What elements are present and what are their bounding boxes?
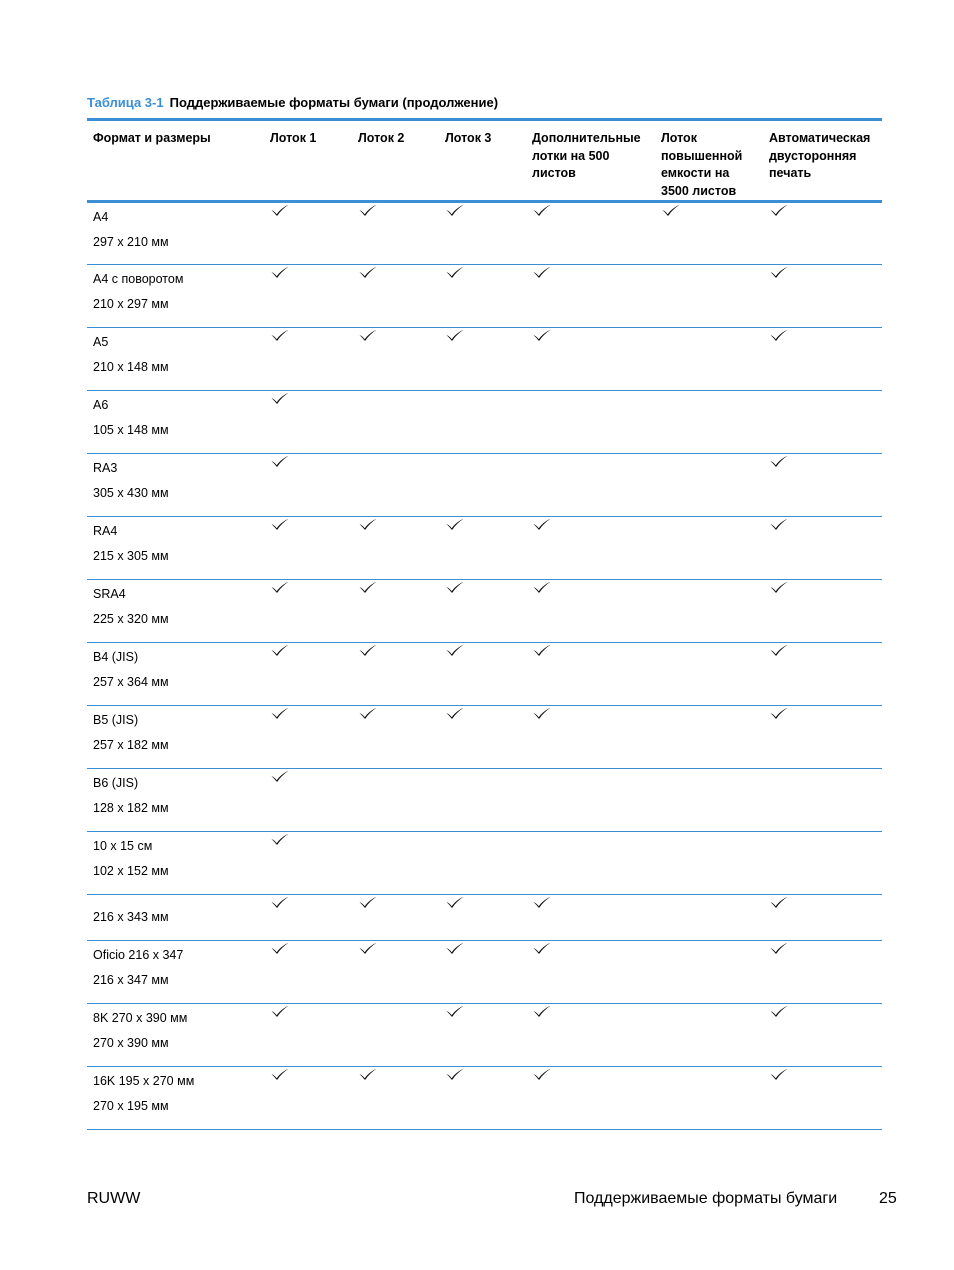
checkmark-icon [769, 580, 789, 594]
table-caption [87, 95, 498, 110]
cell-tray-2 [352, 643, 439, 706]
checkmark-icon [445, 643, 465, 657]
cell-tray-2 [352, 1067, 439, 1130]
cell-tray-2 [352, 769, 439, 832]
format-cell [87, 832, 264, 895]
format-name: B5 (JIS) [93, 713, 139, 727]
cell-tray-3 [439, 391, 526, 454]
checkmark-icon [532, 580, 552, 594]
cell-optional-trays [526, 832, 655, 895]
checkmark-icon [270, 203, 290, 217]
checkmark-icon [358, 643, 378, 657]
footer-left: RUWW [87, 1190, 141, 1207]
cell-optional-trays [526, 941, 655, 1004]
cell-tray-3 [439, 328, 526, 391]
cell-tray-3 [439, 895, 526, 941]
checkmark-icon [358, 265, 378, 279]
checkmark-icon [270, 643, 290, 657]
checkmark-icon [270, 454, 290, 468]
format-cell [87, 328, 264, 391]
format-cell [87, 202, 264, 265]
format-size: 216 x 347 мм [93, 973, 169, 987]
cell-tray-3 [439, 1067, 526, 1130]
checkmark-icon [445, 1067, 465, 1081]
format-size: 215 x 305 мм [93, 549, 169, 563]
cell-tray-3 [439, 454, 526, 517]
cell-tray-2 [352, 517, 439, 580]
format-size: 102 x 152 мм [93, 864, 169, 878]
checkmark-icon [532, 706, 552, 720]
checkmark-icon [532, 203, 552, 217]
cell-duplex [763, 391, 882, 454]
table-row [87, 769, 882, 832]
cell-tray-3 [439, 941, 526, 1004]
cell-high-capacity-tray [655, 391, 763, 454]
table-row [87, 832, 882, 895]
checkmark-icon [532, 328, 552, 342]
checkmark-icon [445, 580, 465, 594]
format-cell [87, 1067, 264, 1130]
header-tray-3: Лоток 3 [439, 120, 526, 202]
header-high-capacity-tray: Лоток повышенной емкости на 3500 листов [655, 120, 763, 202]
cell-tray-3 [439, 769, 526, 832]
cell-tray-2 [352, 454, 439, 517]
cell-high-capacity-tray [655, 832, 763, 895]
cell-high-capacity-tray [655, 643, 763, 706]
checkmark-icon [769, 203, 789, 217]
table-row [87, 941, 882, 1004]
cell-tray-1 [264, 517, 352, 580]
cell-tray-2 [352, 202, 439, 265]
checkmark-icon [532, 1004, 552, 1018]
checkmark-icon [270, 391, 290, 405]
header-format: Формат и размеры [87, 120, 264, 202]
checkmark-icon [769, 454, 789, 468]
checkmark-icon [445, 328, 465, 342]
cell-tray-1 [264, 643, 352, 706]
checkmark-icon [270, 1004, 290, 1018]
checkmark-icon [769, 265, 789, 279]
table-row [87, 454, 882, 517]
checkmark-icon [769, 895, 789, 909]
table-row [87, 328, 882, 391]
cell-high-capacity-tray [655, 265, 763, 328]
footer-section-title: Поддерживаемые форматы бумаги [574, 1190, 838, 1207]
cell-tray-3 [439, 517, 526, 580]
table-row [87, 391, 882, 454]
format-cell [87, 895, 264, 941]
checkmark-icon [661, 203, 681, 217]
cell-tray-2 [352, 832, 439, 895]
cell-duplex [763, 769, 882, 832]
cell-tray-3 [439, 643, 526, 706]
checkmark-icon [532, 517, 552, 531]
cell-duplex [763, 202, 882, 265]
table-number: Таблица 3-1 [87, 95, 164, 110]
cell-optional-trays [526, 769, 655, 832]
checkmark-icon [769, 1067, 789, 1081]
cell-tray-1 [264, 941, 352, 1004]
format-size: 216 x 343 мм [93, 910, 169, 924]
cell-tray-2 [352, 706, 439, 769]
cell-tray-1 [264, 328, 352, 391]
checkmark-icon [769, 328, 789, 342]
cell-tray-1 [264, 895, 352, 941]
checkmark-icon [358, 895, 378, 909]
format-cell [87, 580, 264, 643]
table-row [87, 643, 882, 706]
cell-duplex [763, 517, 882, 580]
cell-tray-1 [264, 454, 352, 517]
cell-tray-2 [352, 391, 439, 454]
checkmark-icon [358, 203, 378, 217]
cell-tray-1 [264, 832, 352, 895]
cell-high-capacity-tray [655, 941, 763, 1004]
cell-duplex [763, 643, 882, 706]
cell-tray-3 [439, 202, 526, 265]
checkmark-icon [270, 769, 290, 783]
checkmark-icon [769, 941, 789, 955]
paper-formats-table [87, 118, 882, 1130]
format-cell [87, 643, 264, 706]
checkmark-icon [270, 517, 290, 531]
format-size: 270 x 195 мм [93, 1099, 169, 1113]
cell-tray-1 [264, 391, 352, 454]
checkmark-icon [532, 1067, 552, 1081]
format-size: 210 x 297 мм [93, 297, 169, 311]
format-name: 8K 270 x 390 мм [93, 1011, 188, 1025]
cell-duplex [763, 265, 882, 328]
format-name: A4 [93, 210, 109, 224]
format-size: 257 x 364 мм [93, 675, 169, 689]
cell-duplex [763, 580, 882, 643]
table-row [87, 706, 882, 769]
table-row [87, 1004, 882, 1067]
cell-high-capacity-tray [655, 1004, 763, 1067]
format-name: RA4 [93, 524, 118, 538]
format-cell [87, 941, 264, 1004]
cell-tray-3 [439, 265, 526, 328]
cell-duplex [763, 1004, 882, 1067]
checkmark-icon [532, 941, 552, 955]
cell-duplex [763, 454, 882, 517]
checkmark-icon [532, 643, 552, 657]
format-cell [87, 1004, 264, 1067]
checkmark-icon [769, 706, 789, 720]
cell-tray-2 [352, 895, 439, 941]
format-size: 297 x 210 мм [93, 235, 169, 249]
checkmark-icon [445, 895, 465, 909]
cell-high-capacity-tray [655, 517, 763, 580]
cell-optional-trays [526, 265, 655, 328]
cell-high-capacity-tray [655, 895, 763, 941]
format-name: SRA4 [93, 587, 126, 601]
header-duplex: Автоматическая двусторонняя печать [763, 120, 882, 202]
checkmark-icon [270, 328, 290, 342]
format-size: 105 x 148 мм [93, 423, 169, 437]
checkmark-icon [270, 1067, 290, 1081]
checkmark-icon [358, 1067, 378, 1081]
format-name: RA3 [93, 461, 118, 475]
cell-optional-trays [526, 706, 655, 769]
format-cell [87, 517, 264, 580]
checkmark-icon [769, 643, 789, 657]
checkmark-icon [445, 941, 465, 955]
cell-optional-trays [526, 517, 655, 580]
cell-optional-trays [526, 1067, 655, 1130]
format-size: 225 x 320 мм [93, 612, 169, 626]
format-name: A4 с поворотом [93, 272, 184, 286]
cell-high-capacity-tray [655, 706, 763, 769]
format-size: 257 x 182 мм [93, 738, 169, 752]
cell-tray-3 [439, 580, 526, 643]
format-cell [87, 454, 264, 517]
checkmark-icon [532, 265, 552, 279]
cell-duplex [763, 328, 882, 391]
cell-tray-2 [352, 1004, 439, 1067]
cell-duplex [763, 895, 882, 941]
checkmark-icon [270, 265, 290, 279]
cell-optional-trays [526, 895, 655, 941]
table-title: Поддерживаемые форматы бумаги (продолжение) [169, 95, 499, 110]
format-size: 305 x 430 мм [93, 486, 169, 500]
checkmark-icon [769, 517, 789, 531]
format-name: B6 (JIS) [93, 776, 139, 790]
format-name [93, 895, 258, 909]
checkmark-icon [270, 706, 290, 720]
format-name: A5 [93, 335, 109, 349]
cell-duplex [763, 832, 882, 895]
table-row [87, 202, 882, 265]
checkmark-icon [270, 941, 290, 955]
header-tray-1: Лоток 1 [264, 120, 352, 202]
format-size: 210 x 148 мм [93, 360, 169, 374]
cell-high-capacity-tray [655, 454, 763, 517]
format-cell [87, 769, 264, 832]
header-row [87, 120, 882, 202]
checkmark-icon [445, 265, 465, 279]
table-row [87, 1067, 882, 1130]
format-name: 16K 195 x 270 мм [93, 1074, 195, 1088]
format-name: B4 (JIS) [93, 650, 139, 664]
checkmark-icon [445, 706, 465, 720]
cell-optional-trays [526, 454, 655, 517]
checkmark-icon [532, 895, 552, 909]
format-cell [87, 265, 264, 328]
cell-optional-trays [526, 643, 655, 706]
cell-optional-trays [526, 580, 655, 643]
checkmark-icon [270, 895, 290, 909]
cell-duplex [763, 706, 882, 769]
checkmark-icon [358, 941, 378, 955]
cell-high-capacity-tray [655, 202, 763, 265]
cell-tray-1 [264, 1004, 352, 1067]
checkmark-icon [358, 328, 378, 342]
cell-tray-1 [264, 706, 352, 769]
cell-tray-1 [264, 769, 352, 832]
cell-tray-2 [352, 580, 439, 643]
checkmark-icon [445, 517, 465, 531]
cell-optional-trays [526, 202, 655, 265]
format-size: 128 x 182 мм [93, 801, 169, 815]
format-name: 10 x 15 см [93, 839, 153, 853]
header-optional-trays: Дополнительные лотки на 500 листов [526, 120, 655, 202]
format-name: A6 [93, 398, 109, 412]
cell-optional-trays [526, 328, 655, 391]
checkmark-icon [445, 1004, 465, 1018]
cell-tray-2 [352, 941, 439, 1004]
cell-tray-3 [439, 832, 526, 895]
cell-high-capacity-tray [655, 1067, 763, 1130]
cell-tray-3 [439, 1004, 526, 1067]
cell-tray-3 [439, 706, 526, 769]
cell-tray-1 [264, 1067, 352, 1130]
cell-duplex [763, 1067, 882, 1130]
cell-tray-1 [264, 265, 352, 328]
table-row [87, 517, 882, 580]
format-cell [87, 391, 264, 454]
cell-high-capacity-tray [655, 580, 763, 643]
table-row [87, 580, 882, 643]
cell-tray-1 [264, 202, 352, 265]
format-size: 270 x 390 мм [93, 1036, 169, 1050]
checkmark-icon [769, 1004, 789, 1018]
table-row [87, 265, 882, 328]
format-cell [87, 706, 264, 769]
checkmark-icon [358, 517, 378, 531]
cell-tray-2 [352, 265, 439, 328]
cell-duplex [763, 941, 882, 1004]
cell-high-capacity-tray [655, 328, 763, 391]
page-number: 25 [879, 1190, 897, 1207]
cell-tray-2 [352, 328, 439, 391]
format-name: Oficio 216 x 347 [93, 948, 184, 962]
checkmark-icon [270, 832, 290, 846]
checkmark-icon [270, 580, 290, 594]
checkmark-icon [358, 706, 378, 720]
checkmark-icon [445, 203, 465, 217]
checkmark-icon [358, 580, 378, 594]
header-tray-2: Лоток 2 [352, 120, 439, 202]
table-row [87, 895, 882, 941]
cell-optional-trays [526, 391, 655, 454]
cell-tray-1 [264, 580, 352, 643]
cell-optional-trays [526, 1004, 655, 1067]
cell-high-capacity-tray [655, 769, 763, 832]
